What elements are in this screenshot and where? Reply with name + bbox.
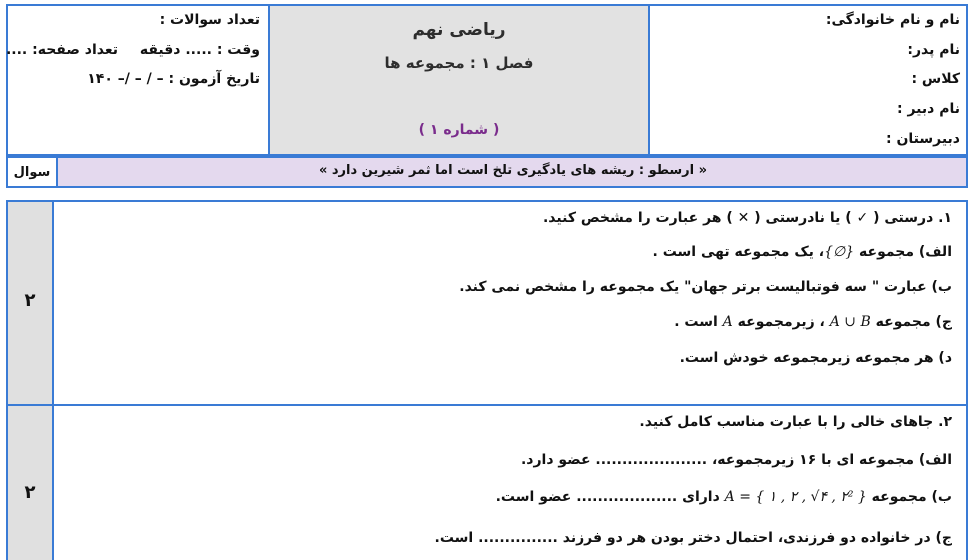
question-header-label: سوال <box>13 164 51 180</box>
father-name-field: نام پدر: <box>907 42 960 58</box>
school-field: دبیرستان : <box>885 131 960 147</box>
q1a-prefix: الف) مجموعه <box>859 244 952 260</box>
q1c-union-math: A ∪ B <box>829 314 871 330</box>
subject-title: ریاضی نهم <box>412 20 506 40</box>
exam-number: ( شماره ۱ ) <box>418 122 500 138</box>
class-field: کلاس : <box>911 71 960 87</box>
question-2-body <box>54 404 968 560</box>
q1-stem-b: ) یا نادرستی ( <box>754 210 852 226</box>
exam-info <box>5 4 268 156</box>
q2b-prefix: ب) مجموعه <box>871 489 952 505</box>
motto: « ارسطو : ریشه های یادگیری تلخ است اما ثمر شیرین دارد » <box>318 163 708 178</box>
q1a-set-math: {∅} <box>824 244 855 260</box>
q1c-set-a-math: A <box>722 314 733 330</box>
question-1-body <box>54 200 968 406</box>
exam-time: وقت : ..... دقیقه <box>139 42 260 58</box>
q1-stem-c: ) هر عبارت را مشخص کنید. <box>542 210 733 226</box>
question-2-item-c: ج) در خانواده دو فرزندی، احتمال دختر بودن هر دو فرزند ............... است. <box>434 530 952 546</box>
page-count: تعداد صفحه: .... <box>5 42 118 58</box>
exam-title-panel <box>268 4 650 156</box>
question-2-stem: ۲. جاهای خالی را با عبارت مناسب کامل کنید. <box>639 414 952 430</box>
quote-question-cell <box>6 156 58 188</box>
question-1-item-b: ب) عبارت " سه فوتبالیست برتر جهان" یک مجموعه را مشخص نمی کند. <box>459 279 952 295</box>
chapter-title: فصل ۱ : مجموعه ها <box>384 54 534 72</box>
q1-stem-a: ۱. درستی ( <box>873 210 952 226</box>
q1a-suffix: ، یک مجموعه تهی است . <box>652 244 825 260</box>
check-icon: ✓ <box>856 210 869 226</box>
q1c-mid: ، زیرمجموعه <box>737 314 825 330</box>
q1c-prefix: ج) مجموعه <box>875 314 952 330</box>
q2b-set-math: A = { ۱ , ۲ , √۴ , ۲² } <box>724 489 867 505</box>
question-2-item-a: الف) مجموعه ای با ۱۶ زیرمجموعه، ..................... عضو دارد. <box>520 452 952 468</box>
cross-icon: ✕ <box>737 210 750 226</box>
question-1-item-a <box>653 244 953 260</box>
exam-date: تاریخ آزمون : – / – /– ۱۴۰ <box>87 71 260 87</box>
student-info <box>650 4 968 156</box>
teacher-field: نام دبیر : <box>897 101 960 117</box>
question-1-score: ۲ <box>24 290 36 311</box>
q2b-suffix: دارای ................... عضو است. <box>495 489 720 505</box>
name-field: نام و نام خانوادگی: <box>825 12 960 28</box>
q1c-suffix: است . <box>674 314 718 330</box>
question-count: تعداد سوالات : <box>159 12 260 28</box>
question-1-stem <box>543 210 952 226</box>
question-1-item-c <box>674 314 952 330</box>
question-2-item-b <box>496 489 952 505</box>
question-2-score: ۲ <box>24 482 36 503</box>
question-1-item-d: د) هر مجموعه زیرمجموعه خودش است. <box>679 350 952 366</box>
